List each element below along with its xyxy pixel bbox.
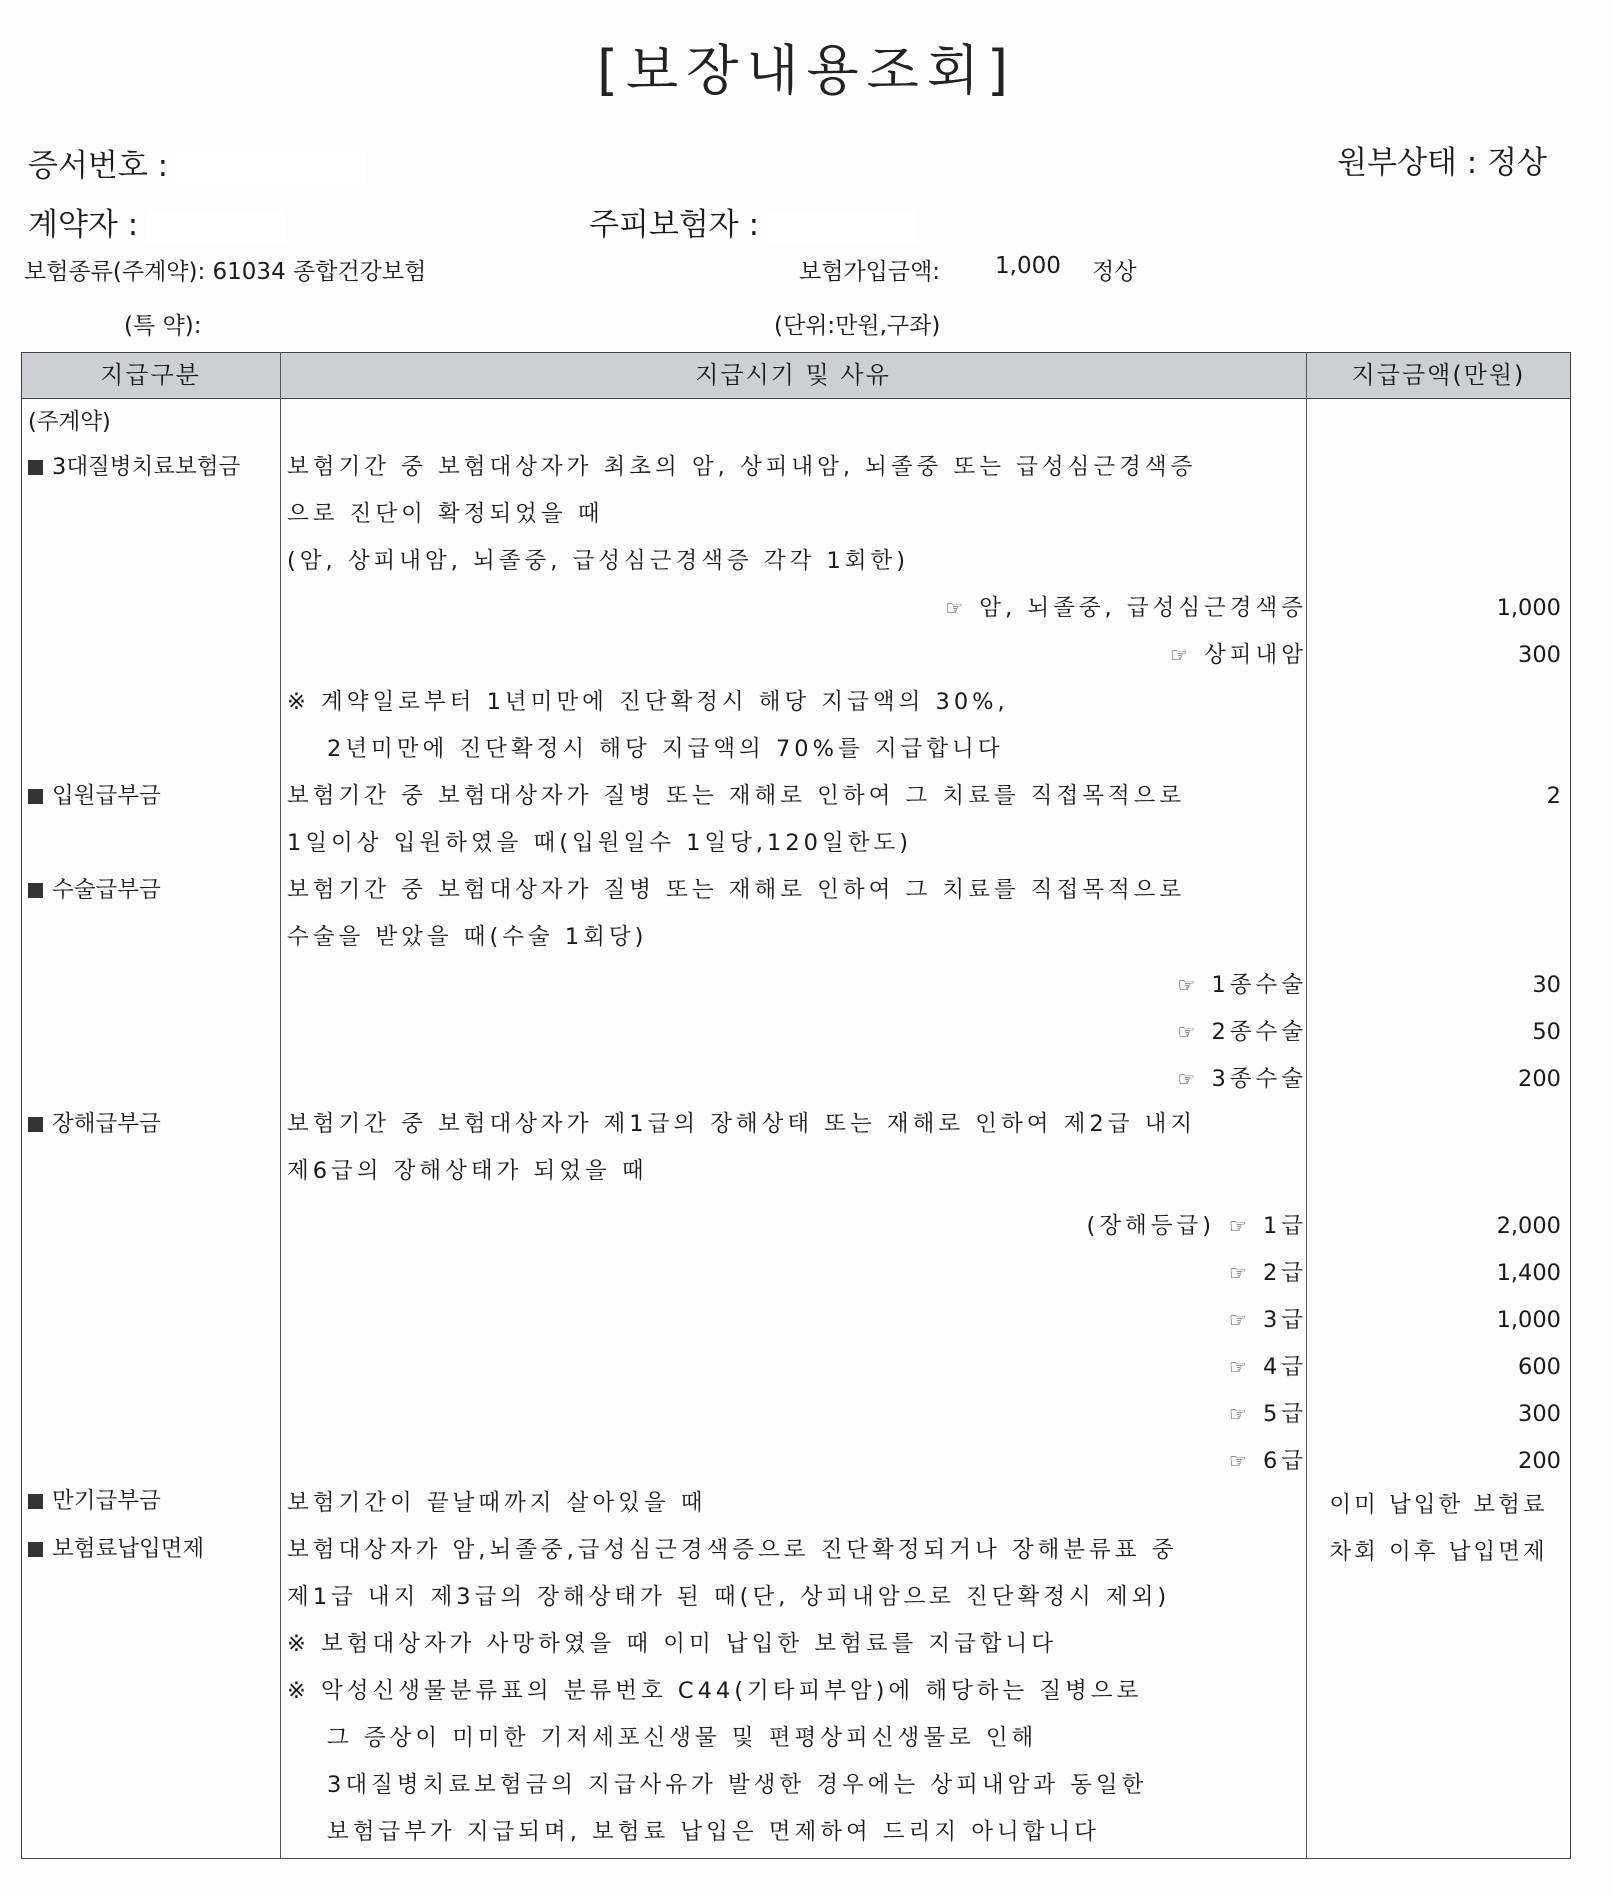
square-bullet-icon: [28, 1494, 43, 1509]
unit-note: (단위:만원,구좌): [774, 313, 941, 339]
hospital-amount: 2: [1546, 783, 1561, 809]
square-bullet-icon: [28, 1117, 43, 1132]
waiver-note-2: ※ 악성신생물분류표의 분류번호 C44(기타피부암)에 해당하는 질병으로: [287, 1678, 1143, 1704]
maturity-desc: 보험기간이 끝날때까지 살아있을 때: [287, 1490, 707, 1516]
square-bullet-icon: [28, 789, 43, 804]
column-divider: [280, 352, 281, 1859]
surgery-amount-1: 30: [1532, 972, 1561, 998]
header-payment-reason: 지급시기 및 사유: [695, 361, 891, 389]
surgery-desc-1: 보험기간 중 보험대상자가 질병 또는 재해로 인하여 그 치료를 직접목적으로: [287, 877, 1186, 903]
critical-note-1: ※ 계약일로부터 1년미만에 진단확정시 해당 지급액의 30%,: [287, 689, 1009, 715]
disability-grade-6: ☞ 6급: [1229, 1448, 1307, 1474]
redacted-mask: [146, 210, 286, 244]
insured-amount-label: 보험가입금액:: [799, 259, 941, 285]
disability-amount-5: 300: [1518, 1401, 1561, 1427]
status-text: 원부상태 : 정상: [1337, 145, 1547, 181]
row-label-surgery: 수술급부금: [28, 875, 161, 905]
square-bullet-icon: [28, 460, 43, 475]
square-bullet-icon: [28, 883, 43, 898]
disability-amount-6: 200: [1518, 1448, 1561, 1474]
disability-amount-1: 2,000: [1496, 1213, 1561, 1239]
row-label-disability: 장해급부금: [28, 1109, 161, 1139]
pointing-hand-icon: ☞: [1229, 1308, 1251, 1332]
critical-note-2: 2년미만에 진단확정시 해당 지급액의 70%를 지급합니다: [327, 736, 1004, 762]
pointing-hand-icon: ☞: [1229, 1261, 1251, 1285]
pointing-hand-icon: ☞: [1229, 1402, 1251, 1426]
contractor-label: 계약자 :: [28, 199, 286, 244]
row-label-critical: 3대질병치료보험금: [28, 452, 240, 482]
disability-grade-4: ☞ 4급: [1229, 1354, 1307, 1380]
surgery-desc-2: 수술을 받았을 때(수술 1회당): [287, 924, 648, 950]
hospital-desc-1: 보험기간 중 보험대상자가 질병 또는 재해로 인하여 그 치료를 직접목적으로: [287, 783, 1186, 809]
row-label-maturity: 만기급부금: [28, 1486, 161, 1516]
critical-desc-2: 으로 진단이 확정되었을 때: [287, 501, 604, 527]
waiver-note-1: ※ 보험대상자가 사망하였을 때 이미 납입한 보험료를 지급합니다: [287, 1631, 1058, 1657]
disability-amount-2: 1,400: [1496, 1260, 1561, 1286]
surgery-sub-3: ☞ 3종수술: [1177, 1066, 1307, 1092]
page-title: [보장내용조회]: [596, 39, 1017, 102]
pointing-hand-icon: ☞: [945, 596, 968, 620]
redacted-mask: [176, 151, 366, 185]
pointing-hand-icon: ☞: [1177, 1067, 1200, 1091]
pointing-hand-icon: ☞: [1229, 1214, 1251, 1238]
header-payment-amount: 지급금액(만원): [1351, 361, 1526, 389]
waiver-note-3: 그 증상이 미미한 기저세포신생물 및 편평상피신생물로 인해: [327, 1725, 1038, 1751]
maturity-amount: 이미 납입한 보험료: [1329, 1492, 1548, 1518]
disability-desc-1: 보험기간 중 보험대상자가 제1급의 장해상태 또는 재해로 인하여 제2급 내지: [287, 1111, 1197, 1137]
insured-label: 주피보험자 :: [589, 199, 917, 244]
disability-amount-4: 600: [1518, 1354, 1561, 1380]
critical-sub-2: ☞ 상피내암: [1170, 642, 1307, 668]
disability-grade-1: (장해등급) ☞ 1급: [1086, 1213, 1307, 1239]
critical-desc-3: (암, 상피내암, 뇌졸중, 급성심근경색증 각각 1회한): [287, 548, 910, 574]
section-main-contract: (주계약): [28, 409, 111, 435]
surgery-sub-2: ☞ 2종수술: [1177, 1019, 1307, 1045]
surgery-sub-1: ☞ 1종수술: [1177, 972, 1307, 998]
row-label-waiver: 보험료납입면제: [28, 1534, 204, 1564]
disability-grade-3: ☞ 3급: [1229, 1307, 1307, 1333]
pointing-hand-icon: ☞: [1229, 1449, 1251, 1473]
pointing-hand-icon: ☞: [1170, 643, 1193, 667]
disability-amount-3: 1,000: [1496, 1307, 1561, 1333]
pointing-hand-icon: ☞: [1177, 973, 1200, 997]
redacted-mask: [767, 210, 917, 244]
waiver-note-4: 3대질병치료보험금의 지급사유가 발생한 경우에는 상피내암과 동일한: [327, 1772, 1148, 1798]
critical-sub-1: ☞ 암, 뇌졸중, 급성심근경색증: [945, 595, 1307, 621]
pointing-hand-icon: ☞: [1229, 1355, 1251, 1379]
product-type: 보험종류(주계약): 61034 종합건강보험: [24, 259, 427, 285]
critical-amount-1: 1,000: [1496, 595, 1561, 621]
column-divider: [1306, 352, 1307, 1859]
pointing-hand-icon: ☞: [1177, 1020, 1200, 1044]
disability-grade-2: ☞ 2급: [1229, 1260, 1307, 1286]
square-bullet-icon: [28, 1542, 43, 1557]
critical-desc-1: 보험기간 중 보험대상자가 최초의 암, 상피내암, 뇌졸중 또는 급성심근경색증: [287, 454, 1197, 480]
waiver-desc-1: 보험대상자가 암,뇌졸중,급성심근경색증으로 진단확정되거나 장해분류표 중: [287, 1537, 1178, 1563]
disability-grade-5: ☞ 5급: [1229, 1401, 1307, 1427]
insured-amount-status: 정상: [1092, 259, 1137, 285]
disability-desc-2: 제6급의 장해상태가 되었을 때: [287, 1158, 648, 1184]
rider-label: (특 약):: [124, 313, 202, 339]
insured-amount-value: 1,000: [995, 253, 1061, 279]
surgery-amount-3: 200: [1518, 1066, 1561, 1092]
row-label-hospital: 입원급부금: [28, 781, 161, 811]
waiver-note-5: 보험급부가 지급되며, 보험료 납입은 면제하여 드리지 아니합니다: [327, 1819, 1100, 1845]
waiver-amount: 차회 이후 납입면제: [1329, 1539, 1548, 1565]
waiver-desc-2: 제1급 내지 제3급의 장해상태가 된 때(단, 상피내암으로 진단확정시 제외): [287, 1584, 1171, 1610]
hospital-desc-2: 1일이상 입원하였을 때(입원일수 1일당,120일한도): [287, 830, 912, 856]
critical-amount-2: 300: [1518, 642, 1561, 668]
header-payment-type: 지급구분: [100, 361, 201, 389]
cert-number-label: 증서번호 :: [28, 140, 366, 185]
surgery-amount-2: 50: [1532, 1019, 1561, 1045]
